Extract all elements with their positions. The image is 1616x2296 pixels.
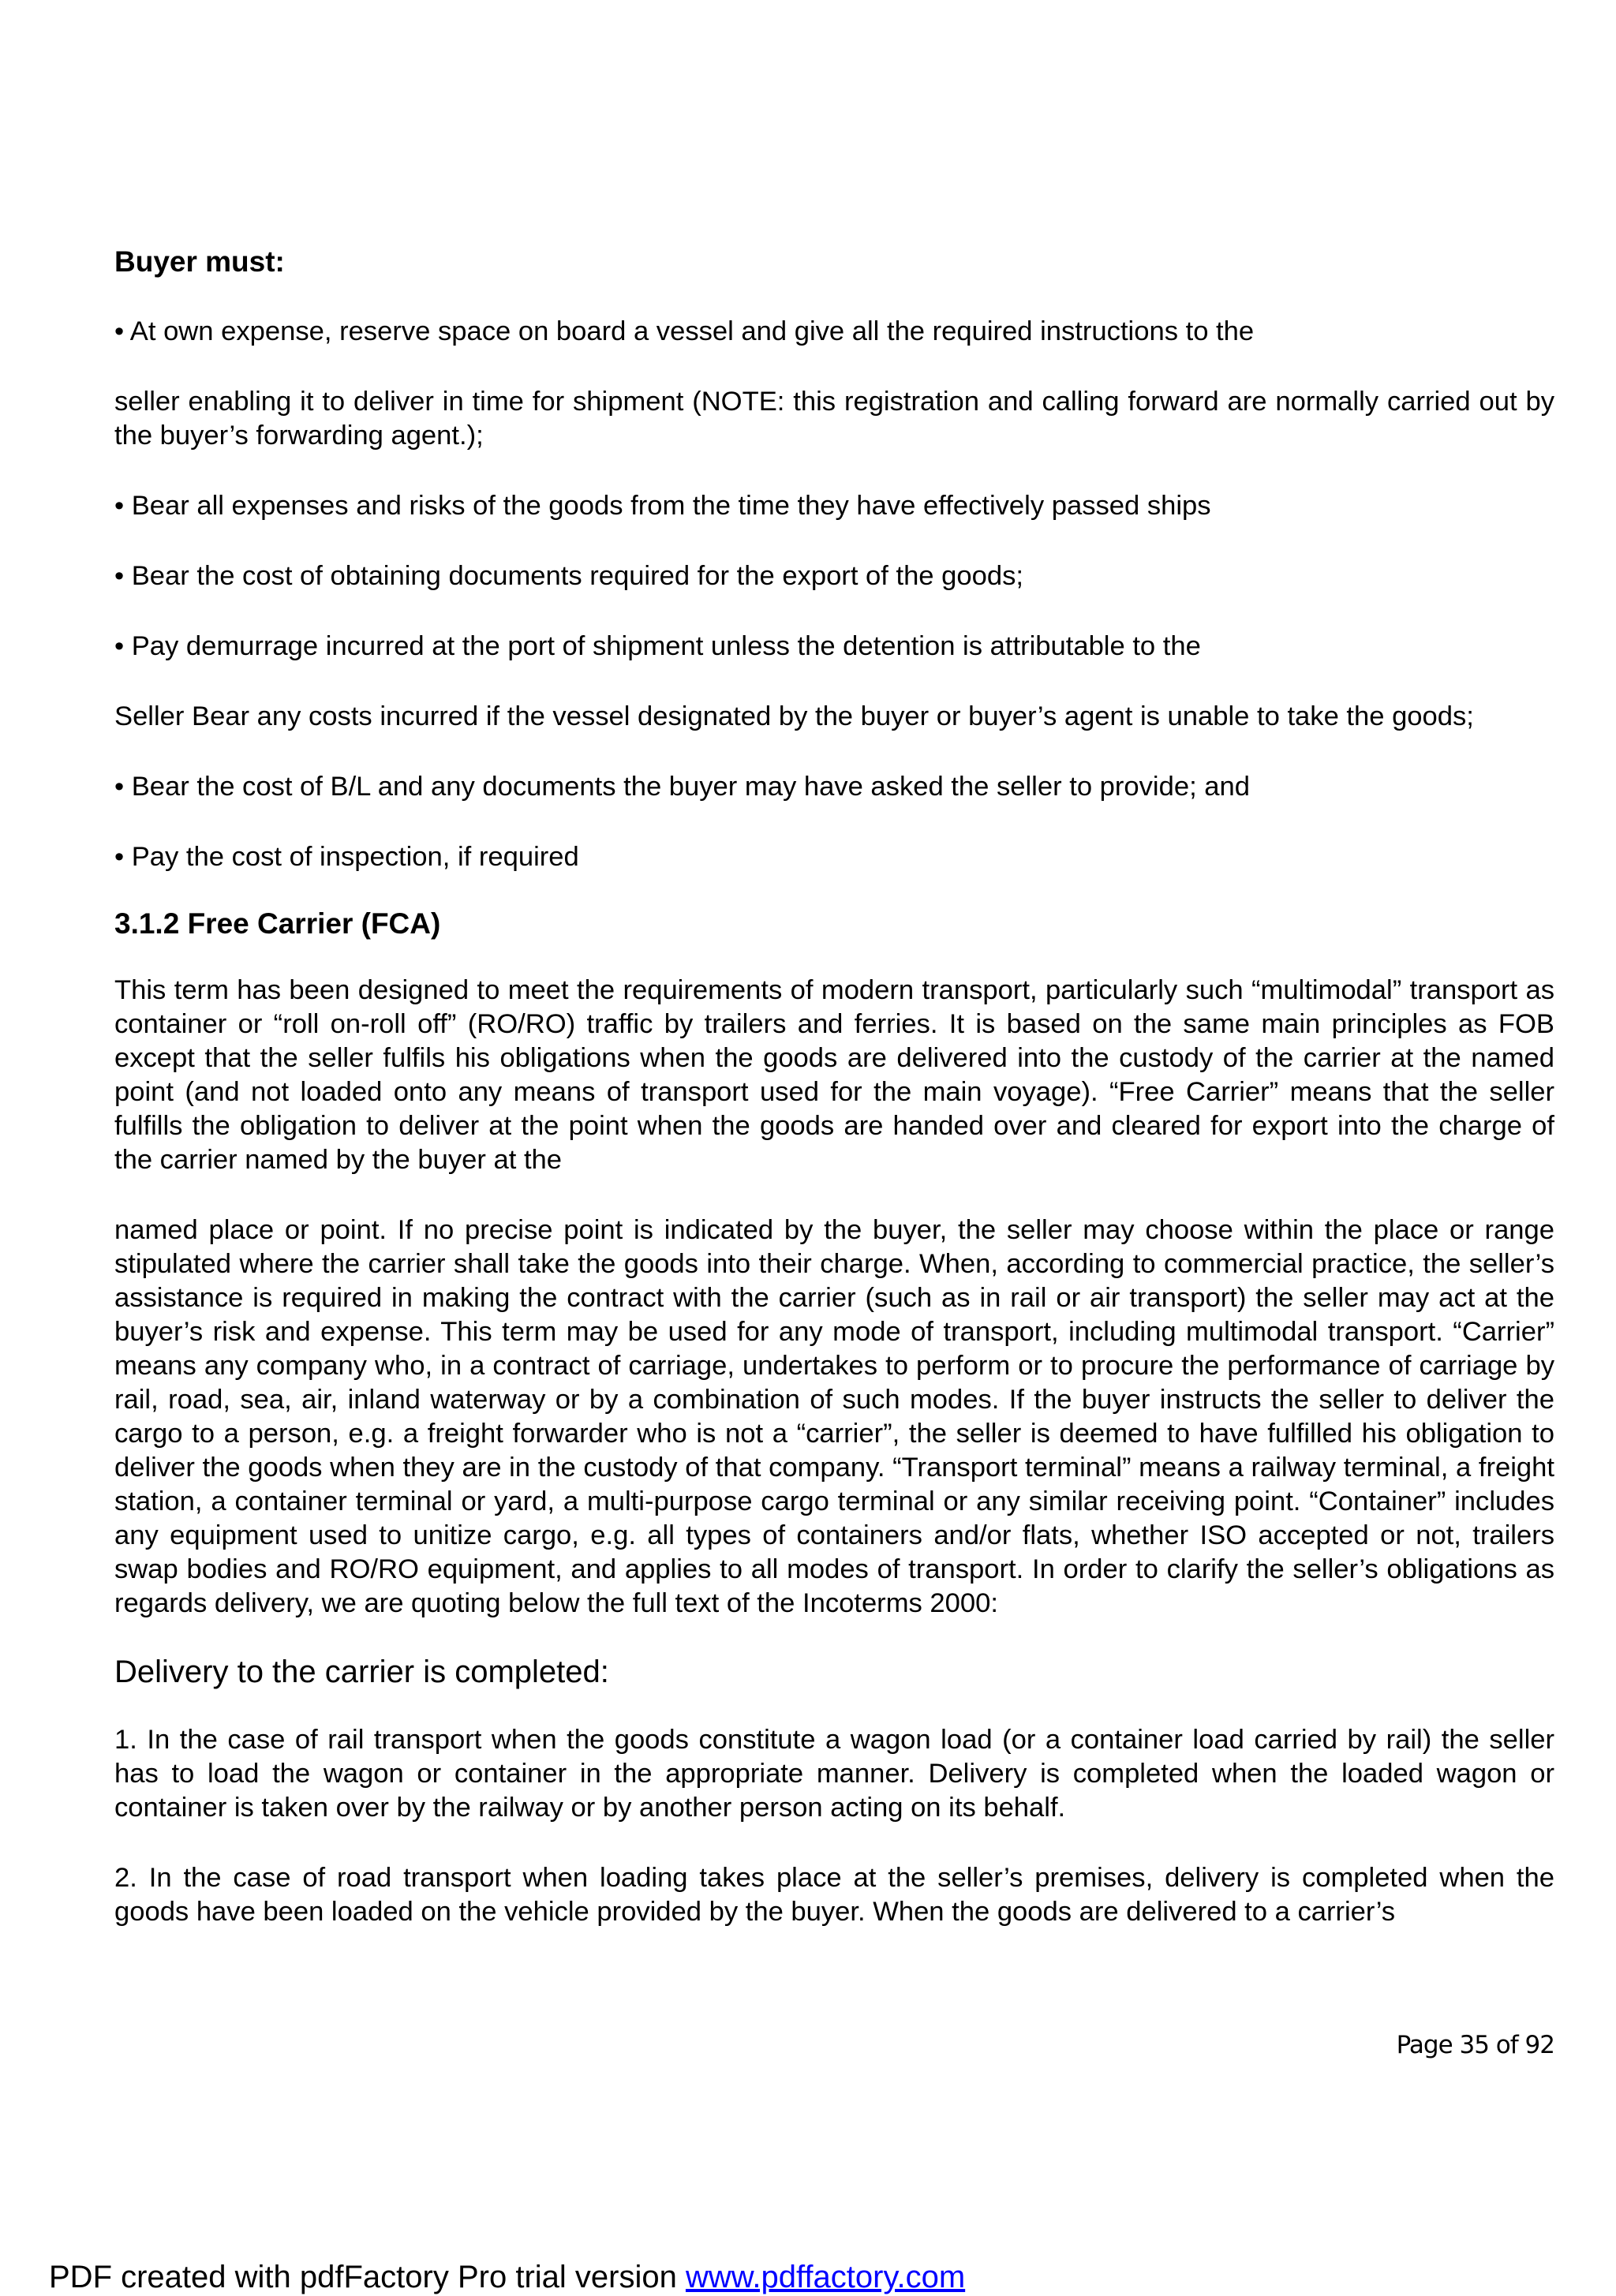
page-number: Page 35 of 92 bbox=[1396, 2031, 1554, 2059]
fca-paragraph-1: This term has been designed to meet the requirements of modern transport, particularly such “multimodal” transport as container or “roll on-roll off” (RO/RO) traffic by trailers and ferries. It is based on the same main principles as FOB except that the seller fulfils his obligations when the goods are delivered into the custody of the carrier at the named point (and not loaded onto any means of transport used for the main voyage). “Free Carrier” means that the seller fulfills the obligation to deliver at the point when the goods are handed over and cleared for export into the charge of the carrier named by the buyer at the bbox=[114, 975, 1554, 1175]
buyer-bullet-3: • Bear the cost of obtaining documents required for the export of the goods; bbox=[114, 561, 1023, 591]
buyer-bullet-4: • Pay demurrage incurred at the port of shipment unless the detention is attributable to the bbox=[114, 631, 1201, 661]
buyer-bullet-1: • At own expense, reserve space on board a vessel and give all the required instructions to the bbox=[114, 316, 1255, 346]
delivery-heading: Delivery to the carrier is completed: bbox=[114, 1655, 609, 1689]
footer-link[interactable]: www.pdffactory.com bbox=[685, 2260, 966, 2294]
buyer-must-heading: Buyer must: bbox=[114, 245, 285, 278]
buyer-bullet-1-continuation: seller enabling it to deliver in time for shipment (NOTE: this registration and calling forward are normally carried out by the buyer’s forwarding agent.); bbox=[114, 387, 1554, 451]
fca-paragraph-2: named place or point. If no precise point is indicated by the buyer, the seller may choose within the place or range stipulated where the carrier shall take the goods into their charge. When, according to commercial practice, the seller’s assistance is required in making the contract with the carrier (such as in rail or air transport) the seller may act at the buyer’s risk and expense. This term may be used for any mode of transport, including multimodal transport. “Carrier” means any company who, in a contract of carriage, undertakes to perform or to procure the performance of carriage by rail, road, sea, air, inland waterway or by a combination of such modes. If the buyer instructs the seller to deliver the cargo to a person, e.g. a freight forwarder who is not a “carrier”, the seller is deemed to have fulfilled his obligation to deliver the goods when they are in the custody of that company. “Transport terminal” means a railway terminal, a freight station, a container terminal or yard, a multi-purpose cargo terminal or any similar receiving point. “Container” includes any equipment used to unitize cargo, e.g. all types of containers and/or flats, whether ISO accepted or not, trailers swap bodies and RO/RO equipment, and applies to all modes of transport. In order to clarify the seller’s obligations as regards delivery, we are quoting below the full text of the Incoterms 2000: bbox=[114, 1215, 1554, 1618]
pdf-footer bbox=[49, 2258, 965, 2296]
buyer-bullet-4-continuation: Seller Bear any costs incurred if the vessel designated by the buyer or buyer’s agent is unable to take the goods; bbox=[114, 701, 1474, 731]
document-page bbox=[114, 245, 1554, 1929]
section-heading-fca: 3.1.2 Free Carrier (FCA) bbox=[114, 907, 441, 940]
buyer-bullet-5: • Bear the cost of B/L and any documents the buyer may have asked the seller to provide; and bbox=[114, 772, 1250, 802]
buyer-bullet-6: • Pay the cost of inspection, if required bbox=[114, 842, 579, 872]
buyer-bullet-2: • Bear all expenses and risks of the goods from the time they have effectively passed ships bbox=[114, 491, 1211, 521]
footer-text: PDF created with pdfFactory Pro trial version bbox=[49, 2260, 686, 2294]
delivery-item-1: 1. In the case of rail transport when the goods constitute a wagon load (or a container load carried by rail) the seller has to load the wagon or container in the appropriate manner. Delivery is completed when the loaded wagon or container is taken over by the railway or by another person acting on its behalf. bbox=[114, 1725, 1554, 1823]
delivery-item-2: 2. In the case of road transport when loading takes place at the seller’s premises, delivery is completed when the goods have been loaded on the vehicle provided by the buyer. When the goods are delivered to a carrier’s bbox=[114, 1863, 1554, 1927]
